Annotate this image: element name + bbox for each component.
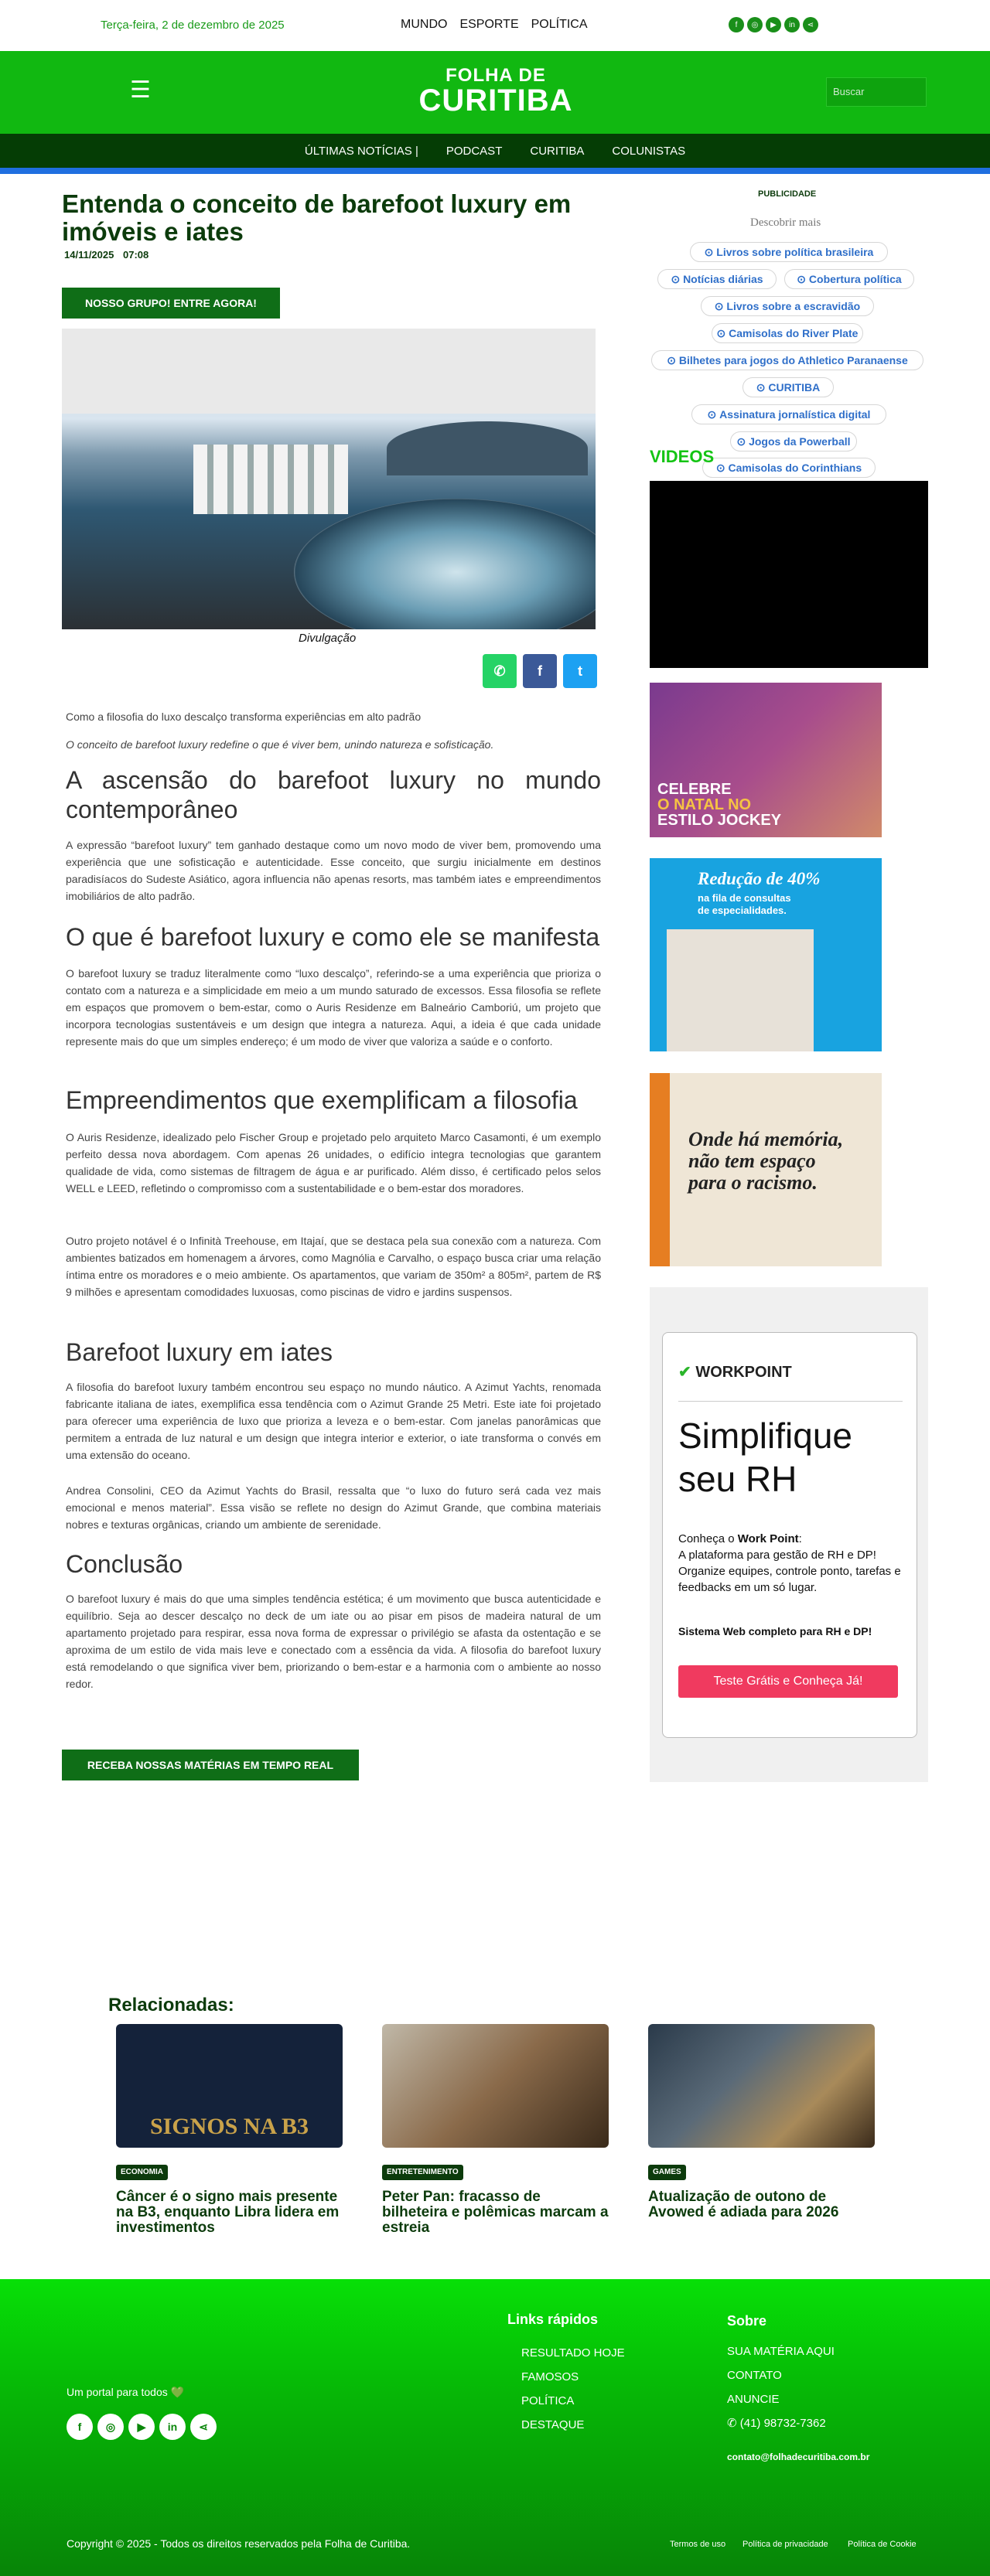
pill-link[interactable] <box>690 242 888 262</box>
footer-link[interactable]: ANUNCIE <box>727 2393 780 2406</box>
top-nav <box>401 18 588 32</box>
privacy-link[interactable]: Política de privacidade <box>742 2540 828 2549</box>
headline-line2: seu RH <box>678 1459 797 1499</box>
paragraph: Outro projeto notável é o Infinità Treehouse, em Itajaí, que se destaca pela sua conexão com a natureza. Com ambientes batizados em homenagem a árvores, como Magnólia e Carvalho, o espaço busca criar uma relação íntima entre os moradores e o meio ambiente. Os apartamentos, que variam de 350m² a 805m², partem de R$ 9 milhões e apresentam comodidades luxuosas, como piscinas de vidro e jardins suspensos. <box>66 1235 601 1298</box>
pill-label: Cobertura política <box>808 273 902 285</box>
circle-arrow-icon: ⊙ <box>671 272 684 285</box>
footer-link[interactable]: FAMOSOS <box>521 2370 579 2383</box>
cookie-link[interactable]: Política de Cookie <box>848 2540 917 2549</box>
linkedin-icon[interactable]: in <box>159 2414 186 2440</box>
ad-memory-line1: Onde há memória, <box>688 1128 844 1150</box>
ad-jockey-line2: O NATAL NO <box>657 796 752 813</box>
site-logo[interactable] <box>413 66 579 118</box>
workpoint-text-a: Conheça o <box>678 1532 738 1545</box>
ad-memory-text <box>688 1129 843 1194</box>
section-heading: Empreendimentos que exemplificam a filosofia <box>66 1086 578 1114</box>
ad-memory[interactable] <box>650 1073 882 1266</box>
circle-arrow-icon: ⊙ <box>716 326 729 339</box>
search-input[interactable]: Buscar <box>826 77 927 107</box>
realtime-button[interactable]: RECEBA NOSSAS MATÉRIAS EM TEMPO REAL <box>62 1750 359 1780</box>
ad-memory-stripe <box>650 1073 670 1266</box>
pill-link[interactable] <box>742 377 834 397</box>
section-heading: Barefoot luxury em iates <box>66 1338 333 1366</box>
twitter-icon[interactable]: t <box>563 654 597 688</box>
ad-health-line2: na fila de consultas <box>698 892 791 904</box>
ad-health-line3: de especialidades. <box>698 905 787 916</box>
ad-memory-line2: não tem espaço <box>688 1150 816 1172</box>
logo-line-1: FOLHA DE <box>446 65 546 86</box>
pill-link[interactable] <box>784 269 914 289</box>
site-footer <box>0 2279 990 2576</box>
pill-link[interactable] <box>651 350 923 370</box>
top-nav-mundo[interactable]: MUNDO <box>401 18 448 31</box>
videos-heading: VIDEOS <box>650 447 715 466</box>
top-nav-politica[interactable]: POLÍTICA <box>531 18 588 31</box>
nav-curitiba[interactable]: CURITIBA <box>530 144 585 158</box>
ad-jockey-text <box>657 782 781 828</box>
pill-label: CURITIBA <box>768 381 821 394</box>
phone-number: (41) 98732-7362 <box>739 2417 826 2430</box>
workpoint-card <box>662 1332 917 1738</box>
related-card[interactable] <box>116 2024 343 2148</box>
pill-label: Livros sobre a escravidão <box>726 300 861 312</box>
top-nav-esporte[interactable]: ESPORTE <box>459 18 519 31</box>
phone-icon: ✆ <box>727 2417 740 2430</box>
about-heading: Sobre <box>727 2313 767 2329</box>
paragraph: O barefoot luxury é mais do que uma simples tendência estética; é um movimento que busca autenticidade e equilíbrio. Seja ao descer descalço no deck de um iate ou ao pisar em pisos de madeira natural de um apartamento projetado para respirar, essa nova forma de expressar o privilégio se afasta da ostentação e se aproxima de um estilo de vida mais leve e conectado com a essência da vida. A filosofia do barefoot luxury está remodelando o que significa viver bem, priorizando o bem-estar e a harmonia com o ambiente ao nosso redor. <box>66 1593 601 1690</box>
footer-link[interactable]: CONTATO <box>727 2369 782 2382</box>
workpoint-text-c: : <box>798 1532 802 1545</box>
photo-mountain <box>387 421 588 475</box>
photo-caption: Divulgação <box>299 632 357 645</box>
related-card[interactable] <box>382 2024 609 2148</box>
section-heading: A ascensão do barefoot luxury no mundo contemporâneo <box>66 766 601 823</box>
photo-ceiling <box>62 329 596 414</box>
workpoint-cta-button[interactable]: Teste Grátis e Conheça Já! <box>678 1665 898 1698</box>
pill-link[interactable] <box>702 458 876 478</box>
pill-label: Jogos da Powerball <box>749 435 851 448</box>
top-bar <box>0 0 990 51</box>
related-image <box>382 2024 609 2148</box>
related-heading: Relacionadas: <box>108 1995 234 2015</box>
main-nav <box>0 134 990 168</box>
ad-health-photo <box>667 929 814 1051</box>
ad-health[interactable] <box>650 858 882 1051</box>
facebook-icon[interactable]: f <box>523 654 557 688</box>
footer-link[interactable]: DESTAQUE <box>521 2418 585 2431</box>
pill-label: Notícias diárias <box>683 273 763 285</box>
workpoint-text <box>678 1531 910 1596</box>
footer-social <box>67 2414 217 2440</box>
terms-link[interactable]: Termos de uso <box>670 2540 726 2549</box>
facebook-icon[interactable]: f <box>729 17 744 32</box>
whatsapp-icon[interactable]: ✆ <box>483 654 517 688</box>
pill-label: Bilhetes para jogos do Athletico Paranaense <box>678 354 908 366</box>
paragraph: A expressão “barefoot luxury” tem ganhado destaque como um novo modo de viver bem, promovendo uma experiência que une sofisticação e autenticidade. Esse conceito, que surgiu inicialmente em destinos paradisíacos do Sudeste Asiático, agora influencia não apenas resorts, mas também iates e empreendimentos imobiliários de alto padrão. <box>66 839 601 902</box>
section-heading: O que é barefoot luxury e como ele se manifesta <box>66 923 600 951</box>
paragraph: O Auris Residenze, idealizado pelo Fischer Group e projetado pelo arquiteto Marco Casamonti, é um exemplo perfeito dessa nova abordagem. Com apenas 26 unidades, o edifício integra tecnologias que garantem qualidade de vida, como sistemas de filtragem de água e ar purificado. Além disso, é certificado pelos selos WELL e LEED, refletindo o compromisso com a sustentabilidade e o bem-estar dos moradores. <box>66 1131 601 1194</box>
pill-label: Camisolas do Corinthians <box>728 462 862 474</box>
share-icon[interactable]: ⋖ <box>803 17 818 32</box>
share-icon[interactable]: ⋖ <box>190 2414 217 2440</box>
workpoint-text-b: Work Point <box>737 1532 799 1545</box>
ad-jockey-line1: CELEBRE <box>657 781 732 798</box>
pill-label: Livros sobre política brasileira <box>716 246 874 258</box>
article-time: 07:08 <box>122 249 149 261</box>
photo-jacuzzi <box>294 499 596 629</box>
circle-arrow-icon: ⊙ <box>714 299 727 312</box>
article-meta <box>64 249 148 261</box>
nav-colunistas[interactable]: COLUNISTAS <box>612 144 686 158</box>
youtube-icon[interactable]: ▶ <box>128 2414 155 2440</box>
related-image: SIGNOS NA B3 <box>116 2024 343 2148</box>
video-player[interactable] <box>650 481 928 668</box>
related-title[interactable]: Atualização de outono de Avowed é adiada para 2026 <box>648 2189 839 2220</box>
circle-arrow-icon: ⊙ <box>756 380 769 394</box>
category-badge[interactable]: ECONOMIA <box>116 2165 168 2180</box>
site-header <box>0 51 990 134</box>
menu-icon[interactable]: ☰ <box>130 77 151 103</box>
circle-arrow-icon: ⊙ <box>667 353 679 366</box>
ad-health-title: Redução de 40% <box>698 869 821 888</box>
article-title: Entenda o conceito de barefoot luxury em imóveis e iates <box>62 189 572 246</box>
ad-jockey-line3: ESTILO JOCKEY <box>657 812 782 829</box>
workpoint-headline <box>678 1414 852 1501</box>
logo-line-2: CURITIBA <box>418 83 573 118</box>
workpoint-bold: Sistema Web completo para RH e DP! <box>678 1625 872 1637</box>
paragraph: A filosofia do barefoot luxury também encontrou seu espaço no mundo náutico. A Azimut Yachts, renomada fabricante italiana de iates, exemplifica essa tendência com o Azimut Grande 25 Metri. Este iate foi projetado para oferecer uma experiência de luxo que prioriza a leveza e o bem-estar. Com janelas panorâmicas que permitem a entrada de luz natural e um design que integra interior e exterior, o iate transforma o convés em uma extensão do oceano. <box>66 1381 601 1461</box>
article-subintro: O conceito de barefoot luxury redefine o que é viver bem, unindo natureza e sofisticação. <box>66 738 494 751</box>
group-button[interactable]: NOSSO GRUPO! ENTRE AGORA! <box>62 288 280 319</box>
workpoint-logo <box>678 1362 792 1382</box>
circle-arrow-icon: ⊙ <box>797 272 809 285</box>
related-title[interactable]: Câncer é o signo mais presente na B3, enquanto Libra lidera em investimentos <box>116 2189 340 2236</box>
nav-podcast[interactable]: PODCAST <box>446 144 503 158</box>
related-title[interactable]: Peter Pan: fracasso de bilheteira e polêmicas marcam a estreia <box>382 2189 609 2236</box>
section-heading: Conclusão <box>66 1550 183 1578</box>
pill-link[interactable] <box>701 296 874 316</box>
divider <box>678 1401 903 1402</box>
facebook-icon[interactable]: f <box>67 2414 93 2440</box>
linkedin-icon[interactable]: in <box>784 17 800 32</box>
related-card[interactable] <box>648 2024 875 2148</box>
top-social <box>729 17 818 32</box>
pill-label: Assinatura jornalística digital <box>719 408 871 421</box>
current-date: Terça-feira, 2 de dezembro de 2025 <box>101 19 285 32</box>
workpoint-brand: WORKPOINT <box>695 1364 792 1381</box>
ad-memory-line3: para o racismo. <box>688 1171 818 1194</box>
paragraph: O barefoot luxury se traduz literalmente como “luxo descalço”, referindo-se a uma experiência que prioriza o contato com a natureza e a simplicidade em meio a um mundo saturado de excessos. Essa filosofia se reflete em espaços que promovem o bem-estar, como o Auris Residenze em Balneário Camboriú, um projeto que incorpora tecnologias sustentáveis e um design que integra a natureza. Aqui, a ideia é que cada unidade represente mais do que um simples endereço; é um modo de viver que valoriza a saúde e o conforto. <box>66 967 601 1048</box>
circle-arrow-icon: ⊙ <box>707 407 720 421</box>
ad-label: PUBLICIDADE <box>758 189 817 199</box>
instagram-icon[interactable]: ◎ <box>97 2414 124 2440</box>
accent-bar <box>0 168 990 174</box>
footer-link[interactable]: SUA MATÉRIA AQUI <box>727 2345 835 2358</box>
circle-arrow-icon: ⊙ <box>704 245 717 258</box>
workpoint-text2: A plataforma para gestão de RH e DP! Organize equipes, controle ponto, tarefas e feedbacks em um só lugar. <box>678 1549 901 1594</box>
quick-links-heading: Links rápidos <box>507 2312 599 2327</box>
pill-link[interactable] <box>657 269 777 289</box>
youtube-icon[interactable]: ▶ <box>766 17 781 32</box>
footer-phone[interactable] <box>727 2411 835 2435</box>
photo-chairs <box>193 445 348 514</box>
check-icon: ✔ <box>678 1364 696 1381</box>
pill-link[interactable] <box>712 323 863 343</box>
pill-label: Camisolas do River Plate <box>729 327 859 339</box>
article-date: 14/11/2025 <box>64 249 114 261</box>
paragraph: Andrea Consolini, CEO da Azimut Yachts do Brasil, ressalta que “o luxo do futuro será cada vez mais emocional e menos material”. Essa visão se reflete no design do Azimut Grande, que combina materiais nobres e texturas orgânicas, criando um ambiente de serenidade. <box>66 1484 601 1531</box>
footer-link[interactable]: POLÍTICA <box>521 2394 575 2407</box>
article-photo <box>62 329 596 629</box>
category-badge[interactable]: GAMES <box>648 2165 686 2180</box>
about-links <box>727 2339 835 2435</box>
footer-link[interactable]: RESULTADO HOJE <box>521 2346 625 2360</box>
related-image <box>648 2024 875 2148</box>
copyright: Copyright © 2025 - Todos os direitos reservados pela Folha de Curitiba. <box>67 2537 411 2550</box>
circle-arrow-icon: ⊙ <box>715 461 729 474</box>
pill-link[interactable] <box>691 404 886 424</box>
quick-links <box>521 2341 625 2437</box>
discover-label: Descobrir mais <box>750 216 821 229</box>
circle-arrow-icon: ⊙ <box>736 434 749 448</box>
instagram-icon[interactable]: ◎ <box>747 17 763 32</box>
footer-email[interactable]: contato@folhadecuritiba.com.br <box>727 2452 870 2462</box>
headline-line1: Simplifique <box>678 1416 852 1456</box>
category-badge[interactable]: ENTRETENIMENTO <box>382 2165 463 2180</box>
nav-ultimas-noticias[interactable]: ÚLTIMAS NOTÍCIAS | <box>304 144 418 158</box>
pill-link[interactable] <box>730 431 857 451</box>
footer-tagline: Um portal para todos 💚 <box>67 2386 185 2398</box>
ad-jockey[interactable] <box>650 683 882 837</box>
article-intro: Como a filosofia do luxo descalço transforma experiências em alto padrão <box>66 710 422 723</box>
